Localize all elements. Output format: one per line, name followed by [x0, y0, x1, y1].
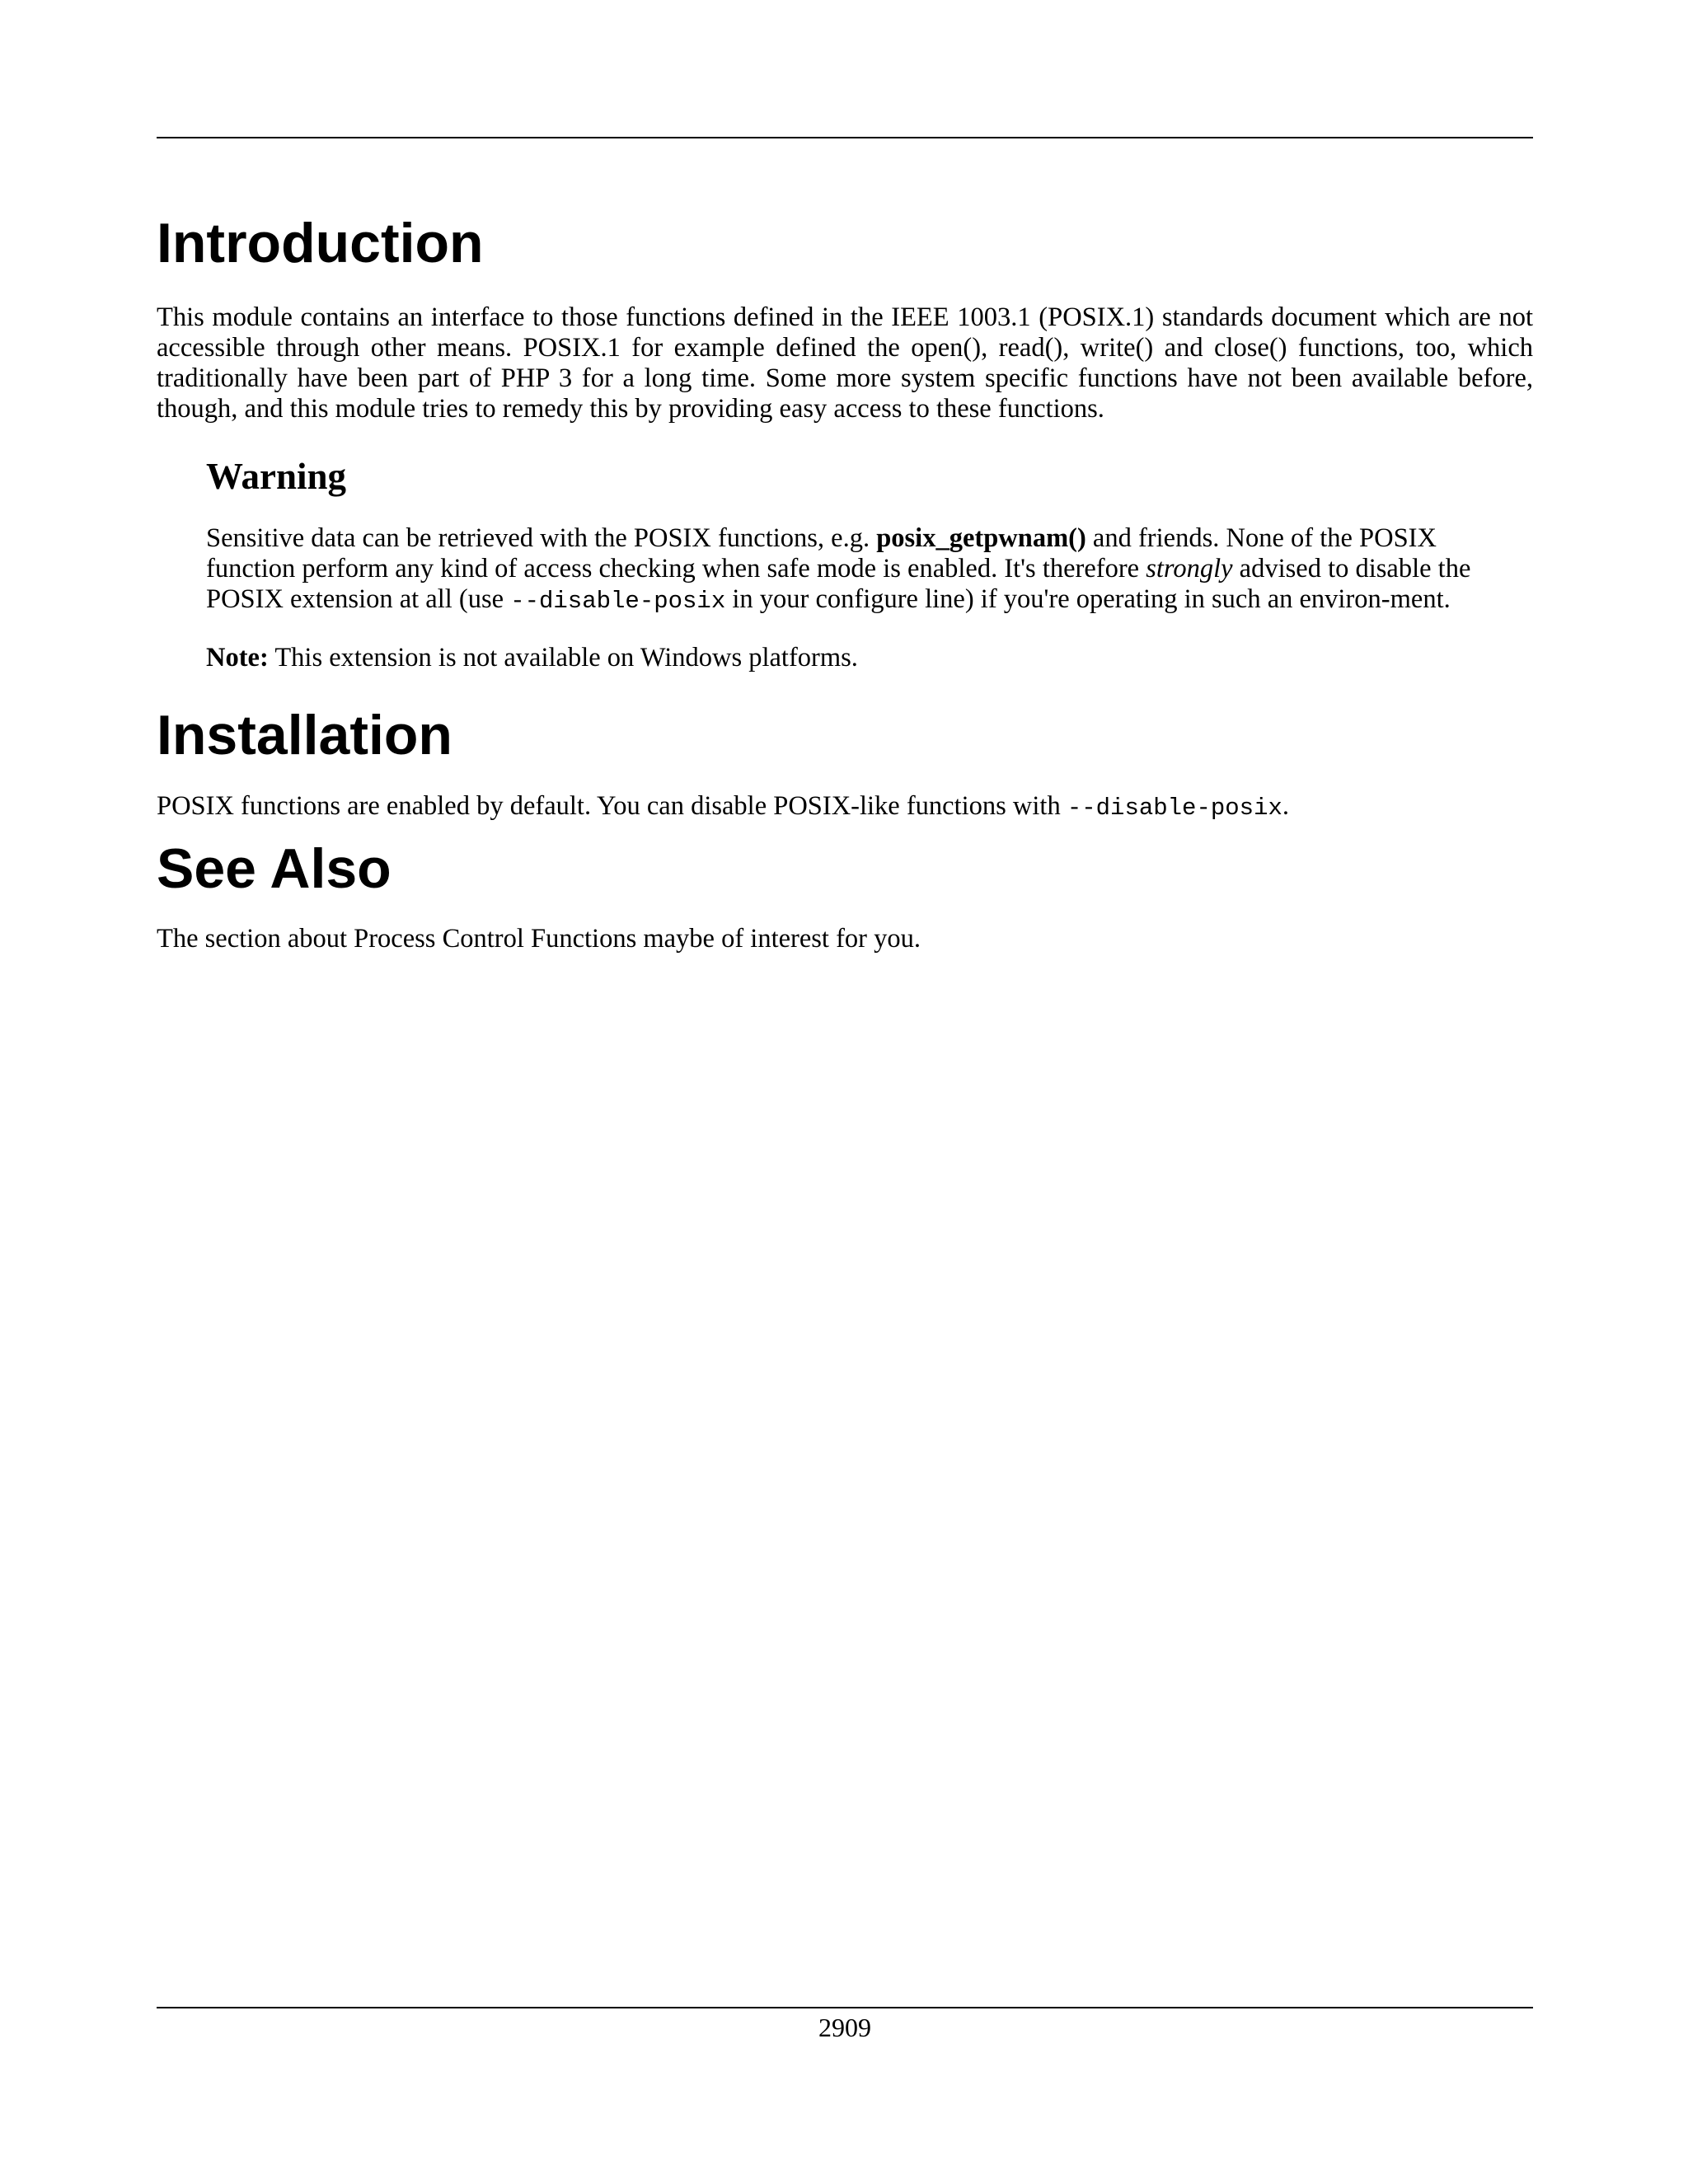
see-also-paragraph: The section about Process Control Functions maybe of interest for you.: [157, 924, 921, 954]
note-paragraph: [206, 643, 1484, 673]
see-also-heading: See Also: [157, 837, 392, 900]
note-block: [206, 643, 1484, 673]
introduction-paragraph: This module contains an interface to those functions defined in the IEEE 1003.1 (POSIX.1) standards document which are not accessible through other means. POSIX.1 for example defined the open(), read(), write() and close() functions, too, which traditionally have been part of PHP 3 for a long time. Some more system specific functions have not been available before, though, and this module tries to remedy this by providing easy access to these functions.: [157, 302, 1533, 424]
warning-text-2: and friends. None of the POSIX function perform any kind of access checking when safe mode is enabled. It's therefore: [206, 523, 1437, 583]
warning-heading: Warning: [206, 455, 347, 497]
installation-text-1: POSIX functions are enabled by default. You can disable POSIX-like functions with: [157, 790, 1067, 821]
warning-text-3: advised to disable the POSIX extension at all (use: [206, 553, 1471, 614]
warning-paragraph: [206, 523, 1484, 616]
warning-function-name: posix_getpwnam(): [876, 523, 1086, 553]
page-number: 2909: [818, 2013, 871, 2042]
installation-text-2: .: [1282, 790, 1289, 821]
warning-emphasis: strongly: [1146, 553, 1233, 583]
warning-text-4: in your configure line) if you're operating in such an environ-ment.: [725, 583, 1451, 614]
note-label: Note:: [206, 642, 269, 673]
installation-paragraph: [157, 791, 1533, 823]
warning-box: [206, 454, 1484, 616]
installation-heading: Installation: [157, 703, 452, 766]
installation-code: --disable-posix: [1067, 794, 1282, 822]
page-content: [157, 213, 1533, 954]
note-text: This extension is not available on Windows platforms.: [268, 642, 858, 673]
warning-text-1: Sensitive data can be retrieved with the POSIX functions, e.g.: [206, 523, 877, 553]
footer-rule: [157, 2007, 1533, 2008]
document-page: [157, 0, 1533, 2184]
introduction-heading: Introduction: [157, 212, 484, 274]
warning-code: --disable-posix: [510, 587, 726, 615]
header-rule: [157, 137, 1533, 138]
